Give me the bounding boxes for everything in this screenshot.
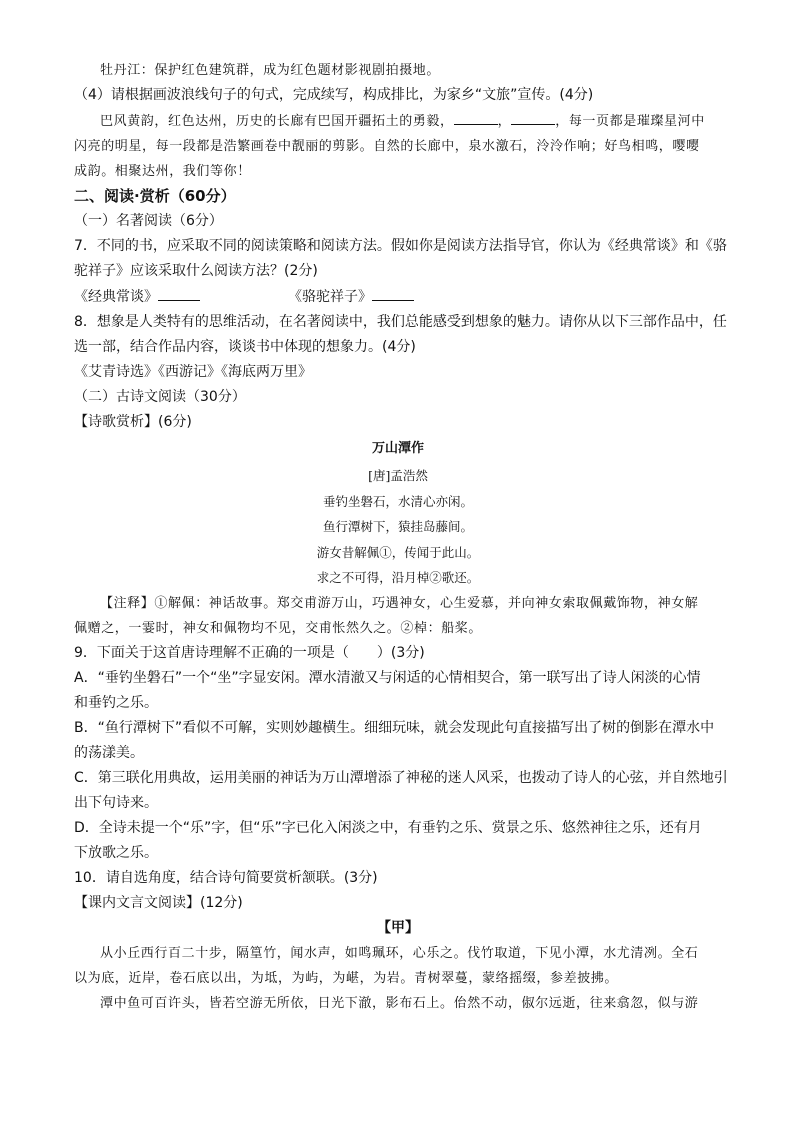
question-8-line-2: 选一部，结合作品内容，谈谈书中体现的想象力。(4分) xyxy=(74,339,416,355)
poem-title: 万山潭作 xyxy=(371,441,424,456)
answer-blank[interactable] xyxy=(372,284,414,301)
answer-blank[interactable] xyxy=(454,108,498,125)
poem-line: 鱼行潭树下，猿挂岛藤间。 xyxy=(322,519,473,534)
poem-note-line-2: 佩赠之，一霎时，神女和佩物均不见，交甫怅然久之。②棹：船桨。 xyxy=(74,620,483,636)
q4-text-part-1: 巴风黄韵，红色达州，历史的长廊有巴国开疆拓土的勇毅， xyxy=(100,114,454,129)
option-d-line-1: D．全诗未提一个“乐”字，但“乐”字已化入闲淡之中，有垂钓之乐、赏景之乐、悠然神往之乐，还有月 xyxy=(74,819,702,836)
poem-author: [唐]孟浩然 xyxy=(368,468,428,483)
q4-text-line-2: 闪亮的明星，每一段都是浩繁画卷中靓丽的剪影。自然的长廊中，泉水激石，泠泠作响；好鸟相鸣，嘤嘤 xyxy=(74,139,700,154)
option-a-line-2: 和垂钓之乐。 xyxy=(74,694,158,711)
classical-section-label: 【课内文言文阅读】(12分) xyxy=(74,894,243,911)
poem-line: 游女昔解佩①，传闻于此山。 xyxy=(316,544,480,560)
poem-line: 垂钓坐磐石，水清心亦闲。 xyxy=(322,493,473,509)
sub-section-1: （一）名著阅读（6分） xyxy=(74,213,223,229)
text-mudanjiang: 牡丹江：保护红色建筑群，成为红色题材影视剧拍摄地。 xyxy=(100,63,441,78)
q7-book-a: 《经典常谈》 xyxy=(74,289,158,305)
question-7-line-2: 驼祥子》应该采取什么阅读方法？(2分) xyxy=(74,263,318,279)
option-c-line-1: C．第三联化用典故，运用美丽的神话为万山潭增添了神秘的迷人风采，也拨动了诗人的心弦，并自然地引 xyxy=(74,769,728,786)
question-10-stem: 10．请自选角度，结合诗句简要赏析颔联。(3分) xyxy=(74,869,378,886)
question-7-line-1: 7．不同的书，应采取不同的阅读策略和阅读方法。假如你是阅读方法指导官，你认为《经典常谈》和《骆 xyxy=(74,238,727,254)
q7-book-b: 《骆驼祥子》 xyxy=(288,289,372,305)
answer-blank[interactable] xyxy=(511,108,555,125)
section-2-title: 二、阅读·赏析（60分） xyxy=(74,187,236,205)
option-d-line-2: 下放歌之乐。 xyxy=(74,844,158,861)
passage-jia-line-1: 从小丘西行百二十步，隔篁竹，闻水声，如鸣珮环，心乐之。伐竹取道，下见小潭，水尤清冽。全石 xyxy=(100,945,699,961)
q4-text-line-3: 成韵。相聚达州，我们等你！ xyxy=(74,164,251,179)
question-8-books: 《艾青诗选》《西游记》《海底两万里》 xyxy=(74,364,312,380)
q4-text-line-1: 巴风黄韵，红色达州，历史的长廊有巴国开疆拓土的勇毅， ， ，每一页都是璀璨星河中 xyxy=(74,108,722,134)
question-4: （4）请根据画波浪线句子的句式，完成续写，构成排比，为家乡“文旅”宣传。(4分) xyxy=(74,87,594,103)
sub-section-2: （二）古诗文阅读（30分） xyxy=(74,389,246,405)
question-7-answers xyxy=(74,284,722,310)
exam-page xyxy=(74,58,728,1016)
option-a-line-1: A．“垂钓坐磐石”一个“坐”字显安闲。潭水清澈又与闲适的心情相契合，第一联写出了诗人闲淡的心情 xyxy=(74,669,701,686)
question-8-line-1: 8．想象是人类特有的思维活动，在名著阅读中，我们总能感受到想象的魅力。请你从以下三部作品中，任 xyxy=(74,314,727,330)
option-b-line-1: B．“鱼行潭树下”看似不可解，实则妙趣横生。细细玩味，就会发现此句直接描写出了树的倒影在潭水中 xyxy=(74,719,715,736)
poem-section-label: 【诗歌赏析】(6分) xyxy=(74,414,192,430)
passage-jia-label: 【甲】 xyxy=(377,919,419,936)
q4-text-part-2: ，每一页都是璀璨星河中 xyxy=(555,114,705,129)
poem-line: 求之不可得，沿月棹②歌还。 xyxy=(316,570,480,585)
passage-jia-line-2: 以为底，近岸，卷石底以出，为坻，为屿，为嵁，为岩。青树翠蔓，蒙络摇缀，参差披拂。 xyxy=(74,970,619,986)
option-b-line-2: 的荡漾美。 xyxy=(74,744,144,761)
passage-jia-line-3: 潭中鱼可百许头，皆若空游无所依，日光下澈，影布石上。佁然不动，俶尔远逝，往来翕忽，似与游 xyxy=(100,995,699,1011)
answer-blank[interactable] xyxy=(158,284,200,301)
question-9-stem: 9．下面关于这首唐诗理解不正确的一项是（ ）(3分) xyxy=(74,644,425,661)
option-c-line-2: 出下句诗来。 xyxy=(74,794,158,811)
poem-note-line-1: 【注释】①解佩：神话故事。郑交甫游万山，巧遇神女，心生爱慕，并向神女索取佩戴饰物，神女解 xyxy=(100,595,699,611)
